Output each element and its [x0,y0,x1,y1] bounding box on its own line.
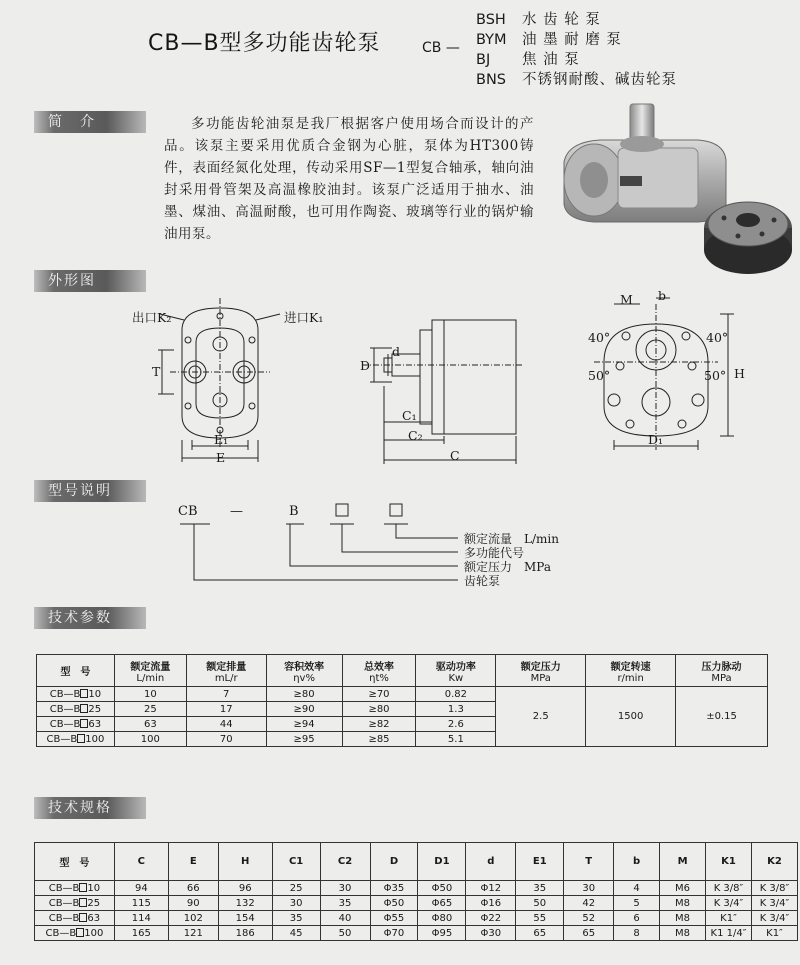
cb-prefix: CB — [422,40,460,56]
cell-e1: 55 [516,911,564,926]
header-k1: K1 [706,843,752,881]
header-d1: D1 [418,843,466,881]
label-c: C [450,448,460,463]
variant-item [476,70,677,90]
model-prefix: CB—B [48,897,80,909]
cell-model [35,926,115,941]
model-code-lines [130,494,650,602]
cell-model [35,896,115,911]
header-pressure-label: 额定压力 [520,661,561,673]
variant-code: BYM [476,32,507,48]
header-c2: C2 [320,843,370,881]
variant-item [476,30,677,50]
model-suffix: 63 [88,718,102,730]
cell-tot-eff: ≥80 [342,702,416,717]
model-prefix: CB—B [46,733,78,745]
header-c: C [114,843,168,881]
model-suffix: 100 [84,927,104,939]
code-dash: — [230,504,243,519]
header-b: b [614,843,660,881]
intro-text: 多功能齿轮油泵是我厂根据客户使用场合而设计的产品。该泵主要采用优质合金钢为心脏，泵体为HT300铸件，表面经氮化处理，传动采用SF—1型复合轴承，轴向油封采用骨管架及高温橡胶油封。该泵广泛适用于抽水、油墨、煤油、高温耐酸，也可用作陶瓷、玻璃等行业的锅炉输油用泵。 [164,116,534,242]
header-pulse [676,655,768,687]
cell-model [37,687,115,702]
label-m: M [620,292,633,307]
table-row [35,896,798,911]
cell-flow: 100 [114,732,186,747]
model-suffix: 25 [87,897,101,909]
cell-c1: 30 [272,896,320,911]
cell-c1: 25 [272,881,320,896]
header-vol-eff-label: 容积效率 [284,661,325,673]
cell-vol-eff: ≥90 [266,702,342,717]
cell-d1: Φ50 [418,881,466,896]
label-outlet-k2: 出口K₂ [132,310,172,325]
header-speed-unit: r/min [617,672,644,684]
header-e: E [168,843,218,881]
cell-t: 42 [564,896,614,911]
variant-item [476,10,677,30]
cell-c2: 50 [320,926,370,941]
header-displacement-label: 额定排量 [206,661,247,673]
specs-body [35,881,798,941]
header-m: M [660,843,706,881]
header-d: D [370,843,418,881]
cell-power: 2.6 [416,717,496,732]
cell-vol-eff: ≥80 [266,687,342,702]
section-header-params: 技术参数 [34,607,146,629]
cell-flow: 10 [114,687,186,702]
variant-desc: 不锈钢耐酸、碱齿轮泵 [522,72,677,88]
header-displacement [186,655,266,687]
header-vol-eff-unit: ηv% [293,672,315,684]
cell-k1: K1″ [706,911,752,926]
cell-d: Φ35 [370,881,418,896]
cell-c1: 45 [272,926,320,941]
cell-c: 115 [114,896,168,911]
header-tot-eff-unit: ηt% [369,672,389,684]
header-power-label: 驱动功率 [435,661,476,673]
cell-c: 114 [114,911,168,926]
code-label-multi: 多功能代号 [464,546,525,560]
cell-tot-eff: ≥82 [342,717,416,732]
model-suffix: 63 [87,912,101,924]
cell-k2: K 3/4″ [751,896,797,911]
cell-tot-eff: ≥70 [342,687,416,702]
cell-c: 165 [114,926,168,941]
header-pulse-label: 压力脉动 [701,661,742,673]
model-suffix: 25 [88,703,102,715]
cell-speed: 1500 [586,687,676,747]
section-header-model: 型号说明 [34,480,146,502]
header-small-d: d [466,843,516,881]
cell-d: Φ55 [370,911,418,926]
cell-e1: 35 [516,881,564,896]
table-row [35,926,798,941]
label-e1: E₁ [214,432,229,447]
header-tot-eff [342,655,416,687]
table-row [37,687,768,702]
cell-e: 90 [168,896,218,911]
table-row [35,881,798,896]
variant-desc: 油 墨 耐 磨 泵 [522,32,622,48]
variant-item [476,50,677,70]
header-vol-eff [266,655,342,687]
cell-c2: 35 [320,896,370,911]
outline-drawings [130,290,770,476]
label-inlet-k1: 进口K₁ [284,310,324,325]
header-displacement-unit: mL/r [214,672,238,684]
cell-vol-eff: ≥94 [266,717,342,732]
cell-d: Φ22 [466,911,516,926]
cell-d1: Φ80 [418,911,466,926]
header-power [416,655,496,687]
model-prefix: CB—B [49,688,81,700]
header-h: H [218,843,272,881]
cell-model [35,881,115,896]
label-h: H [734,366,745,381]
cell-m: M8 [660,911,706,926]
header-c1: C1 [272,843,320,881]
header-e1: E1 [516,843,564,881]
cell-c1: 35 [272,911,320,926]
variant-desc: 焦 油 泵 [522,52,580,68]
cell-pulse: ±0.15 [676,687,768,747]
cell-h: 132 [218,896,272,911]
cell-t: 65 [564,926,614,941]
label-t: T [152,364,161,379]
cell-power: 5.1 [416,732,496,747]
cell-b: 4 [614,881,660,896]
model-prefix: CB—B [48,882,80,894]
cell-displacement: 44 [186,717,266,732]
cell-displacement: 70 [186,732,266,747]
code-label-gear-pump: 齿轮泵 [464,574,501,588]
code-label-flow: 额定流量 L/min [464,532,559,546]
label-angle-50-left: 50° [588,368,611,383]
header-model-label: 型 号 [60,667,91,678]
header-pulse-unit: MPa [711,672,732,684]
cell-model [35,911,115,926]
cell-d: Φ50 [370,896,418,911]
cell-power: 1.3 [416,702,496,717]
label-angle-40-right: 40° [706,330,729,345]
cell-m: M8 [660,896,706,911]
cell-d: Φ70 [370,926,418,941]
variant-code: BNS [476,72,506,88]
cell-d: Φ12 [466,881,516,896]
specs-table [34,842,798,941]
cell-d1: Φ65 [418,896,466,911]
header-pressure [496,655,586,687]
cell-k1: K1 1/4″ [706,926,752,941]
cell-e1: 50 [516,896,564,911]
cell-tot-eff: ≥85 [342,732,416,747]
variant-code: BJ [476,52,491,68]
label-angle-40-left: 40° [588,330,611,345]
cell-vol-eff: ≥95 [266,732,342,747]
model-prefix: CB—B [49,703,81,715]
cell-k1: K 3/4″ [706,896,752,911]
model-code-diagram [130,494,650,602]
cell-t: 30 [564,881,614,896]
header-pressure-unit: MPa [530,672,551,684]
model-prefix: CB—B [48,912,80,924]
cell-b: 6 [614,911,660,926]
cell-d1: Φ95 [418,926,466,941]
cell-displacement: 17 [186,702,266,717]
cell-k2: K 3/8″ [751,881,797,896]
cell-k1: K 3/8″ [706,881,752,896]
header-model [37,655,115,687]
cell-c2: 30 [320,881,370,896]
params-header-row [37,655,768,687]
section-header-intro: 简 介 [34,111,146,133]
model-suffix: 10 [88,688,102,700]
model-suffix: 100 [85,733,105,745]
variant-code: BSH [476,12,506,28]
cell-c: 94 [114,881,168,896]
label-e: E [216,450,226,465]
header-flow-label: 额定流量 [130,661,171,673]
model-prefix: CB—B [45,927,77,939]
cell-flow: 25 [114,702,186,717]
code-cb: CB [178,504,198,519]
cell-e: 66 [168,881,218,896]
page-title: CB—B型多功能齿轮泵 [148,31,381,56]
cell-model [37,702,115,717]
label-c2: C₂ [408,428,423,443]
label-d1: D₁ [648,432,664,447]
header-speed [586,655,676,687]
cell-flow: 63 [114,717,186,732]
cell-pressure: 2.5 [496,687,586,747]
variant-desc: 水 齿 轮 泵 [522,12,601,28]
label-small-d: d [392,344,401,359]
cell-d: Φ16 [466,896,516,911]
cell-b: 8 [614,926,660,941]
cell-displacement: 7 [186,687,266,702]
label-angle-50-right: 50° [704,368,727,383]
label-c1: C₁ [402,408,417,423]
cell-b: 5 [614,896,660,911]
header-model: 型 号 [35,843,115,881]
cell-d: Φ30 [466,926,516,941]
header-tot-eff-label: 总效率 [363,661,394,673]
code-b: B [289,504,299,519]
model-prefix: CB—B [49,718,81,730]
cell-e1: 65 [516,926,564,941]
cell-model [37,732,115,747]
header-flow [114,655,186,687]
specs-header-row [35,843,798,881]
cell-t: 52 [564,911,614,926]
cell-k2: K1″ [751,926,797,941]
pump-product-photo [548,100,794,280]
cell-h: 96 [218,881,272,896]
model-suffix: 10 [87,882,101,894]
section-header-specs: 技术规格 [34,797,146,819]
variant-list [476,10,677,90]
cell-power: 0.82 [416,687,496,702]
cell-e: 121 [168,926,218,941]
header-k2: K2 [751,843,797,881]
code-label-pressure: 额定压力 MPa [464,560,551,574]
header-t: T [564,843,614,881]
table-row [35,911,798,926]
label-b: b [658,288,667,303]
header-speed-label: 额定转速 [610,661,651,673]
cell-e: 102 [168,911,218,926]
section-header-shape: 外形图 [34,270,146,292]
cell-m: M8 [660,926,706,941]
label-d: D [360,358,371,373]
cell-h: 186 [218,926,272,941]
cell-k2: K 3/4″ [751,911,797,926]
params-table [36,654,768,747]
header-flow-unit: L/min [136,672,165,684]
cell-m: M6 [660,881,706,896]
cell-h: 154 [218,911,272,926]
header-power-unit: Kw [448,672,464,684]
cell-model [37,717,115,732]
cell-c2: 40 [320,911,370,926]
